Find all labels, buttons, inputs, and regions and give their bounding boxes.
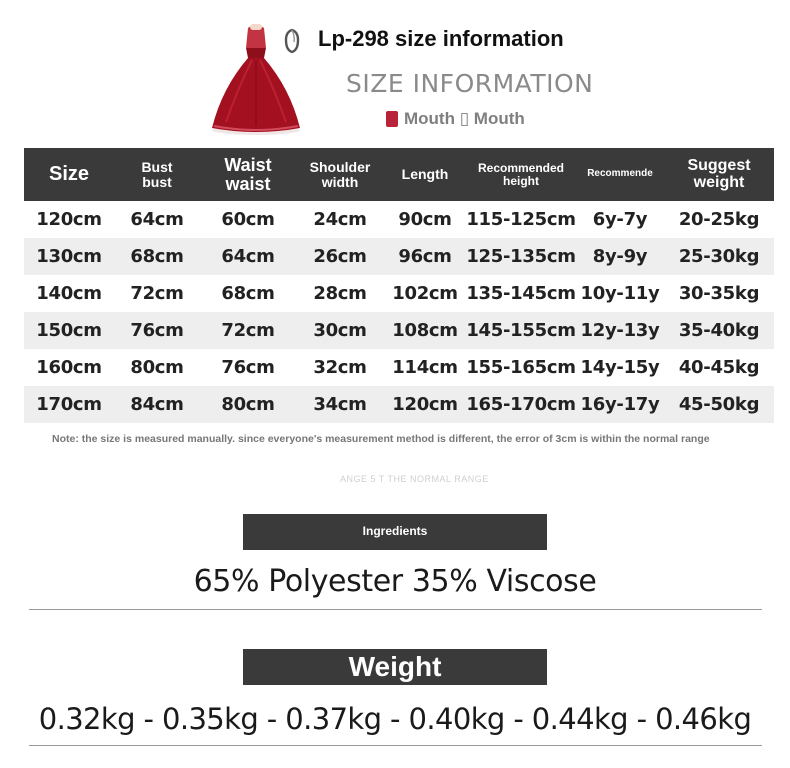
cell-bust: 80cm <box>130 357 184 378</box>
ingredients-value: 65% Polyester 35% Viscose <box>193 564 597 599</box>
cell-age: 14y-15y <box>580 357 660 378</box>
cell-bust: 68cm <box>114 238 200 275</box>
divider <box>29 745 762 746</box>
header-bust <box>114 148 200 201</box>
header-length-label: Length <box>401 166 449 183</box>
mouth-label-row <box>386 109 525 129</box>
cell-bust: 64cm <box>130 209 184 230</box>
header-bust-label: Bust bust <box>141 158 173 190</box>
cell-height: 125-135cm <box>466 238 576 275</box>
header-suggest-weight <box>664 148 774 201</box>
header-size-label: Size <box>48 163 90 185</box>
table-header-row <box>24 148 774 201</box>
cell-weight: 45-50kg <box>664 386 774 423</box>
cell-size: 140cm <box>36 283 102 304</box>
cell-age: 6y-7y <box>592 209 648 230</box>
cell-size: 120cm <box>36 209 102 230</box>
cell-shoulder: 28cm <box>313 283 367 304</box>
header-length <box>384 148 466 201</box>
cell-bust: 84cm <box>114 386 200 423</box>
cell-length: 96cm <box>384 238 466 275</box>
cell-age: 8y-9y <box>576 238 664 275</box>
weight-heading: Weight <box>243 649 547 685</box>
mouth-label: Mouth ▯ Mouth <box>404 109 525 128</box>
weight-values: 0.32kg - 0.35kg - 0.37kg - 0.40kg - 0.44kg - 0.46kg <box>38 702 752 736</box>
cell-height: 165-170cm <box>466 386 576 423</box>
cell-height: 145-155cm <box>466 312 576 349</box>
cell-bust: 76cm <box>114 312 200 349</box>
cell-weight: 30-35kg <box>678 283 760 304</box>
page-title: Lp-298 size information <box>318 26 564 51</box>
header-suggest-weight-label: Suggest weight <box>687 156 751 191</box>
cell-shoulder: 26cm <box>296 238 384 275</box>
cell-waist: 76cm <box>221 357 275 378</box>
cell-waist: 60cm <box>221 209 275 230</box>
cell-size: 160cm <box>36 357 102 378</box>
cell-weight: 20-25kg <box>678 209 760 230</box>
header-shoulder-label: Shoulder width <box>309 158 371 190</box>
cell-length: 108cm <box>384 312 466 349</box>
cell-length: 102cm <box>392 283 458 304</box>
table-row <box>24 312 774 349</box>
page-subtitle: SIZE INFORMATION <box>346 69 594 98</box>
cell-weight: 25-30kg <box>664 238 774 275</box>
ingredients-heading: Ingredients <box>243 514 547 550</box>
cell-height: 135-145cm <box>466 283 576 304</box>
table-row <box>24 275 774 312</box>
table-row <box>24 349 774 386</box>
faded-note-text: ANGE 5 T THE NORMAL RANGE <box>340 474 489 484</box>
cell-waist: 64cm <box>200 238 296 275</box>
table-row <box>24 386 774 423</box>
cell-age: 16y-17y <box>576 386 664 423</box>
cell-shoulder: 24cm <box>313 209 367 230</box>
cell-weight: 40-45kg <box>678 357 760 378</box>
header-recommended-height <box>466 148 576 201</box>
cell-waist: 68cm <box>221 283 275 304</box>
cell-weight: 35-40kg <box>664 312 774 349</box>
table-row <box>24 238 774 275</box>
cell-height: 155-165cm <box>466 357 576 378</box>
header-waist-label: Waist waist <box>224 154 272 194</box>
cell-bust: 72cm <box>130 283 184 304</box>
cell-age: 10y-11y <box>580 283 660 304</box>
cell-size: 130cm <box>24 238 114 275</box>
header-shoulder <box>296 148 384 201</box>
cell-length: 114cm <box>392 357 458 378</box>
cell-shoulder: 32cm <box>313 357 367 378</box>
cell-length: 120cm <box>384 386 466 423</box>
size-table <box>24 148 774 423</box>
cell-length: 90cm <box>398 209 452 230</box>
header-recommended-height-label: Recommended height <box>477 160 565 188</box>
measurement-note: Note: the size is measured manually. since everyone's measurement method is different, the error of 3cm is within the normal range <box>52 433 710 445</box>
cell-waist: 72cm <box>200 312 296 349</box>
hanger-icon <box>282 28 302 54</box>
divider <box>29 609 762 610</box>
cell-height: 115-125cm <box>466 209 576 230</box>
header-recommende-label: Recommende <box>587 168 653 180</box>
header-waist <box>200 148 296 201</box>
header-recommende <box>576 148 664 201</box>
cell-size: 170cm <box>24 386 114 423</box>
cell-shoulder: 34cm <box>296 386 384 423</box>
cell-waist: 80cm <box>200 386 296 423</box>
table-row <box>24 201 774 238</box>
cell-shoulder: 30cm <box>296 312 384 349</box>
header-size <box>24 148 114 201</box>
dress-swatch-icon <box>386 111 398 127</box>
cell-age: 12y-13y <box>576 312 664 349</box>
cell-size: 150cm <box>24 312 114 349</box>
